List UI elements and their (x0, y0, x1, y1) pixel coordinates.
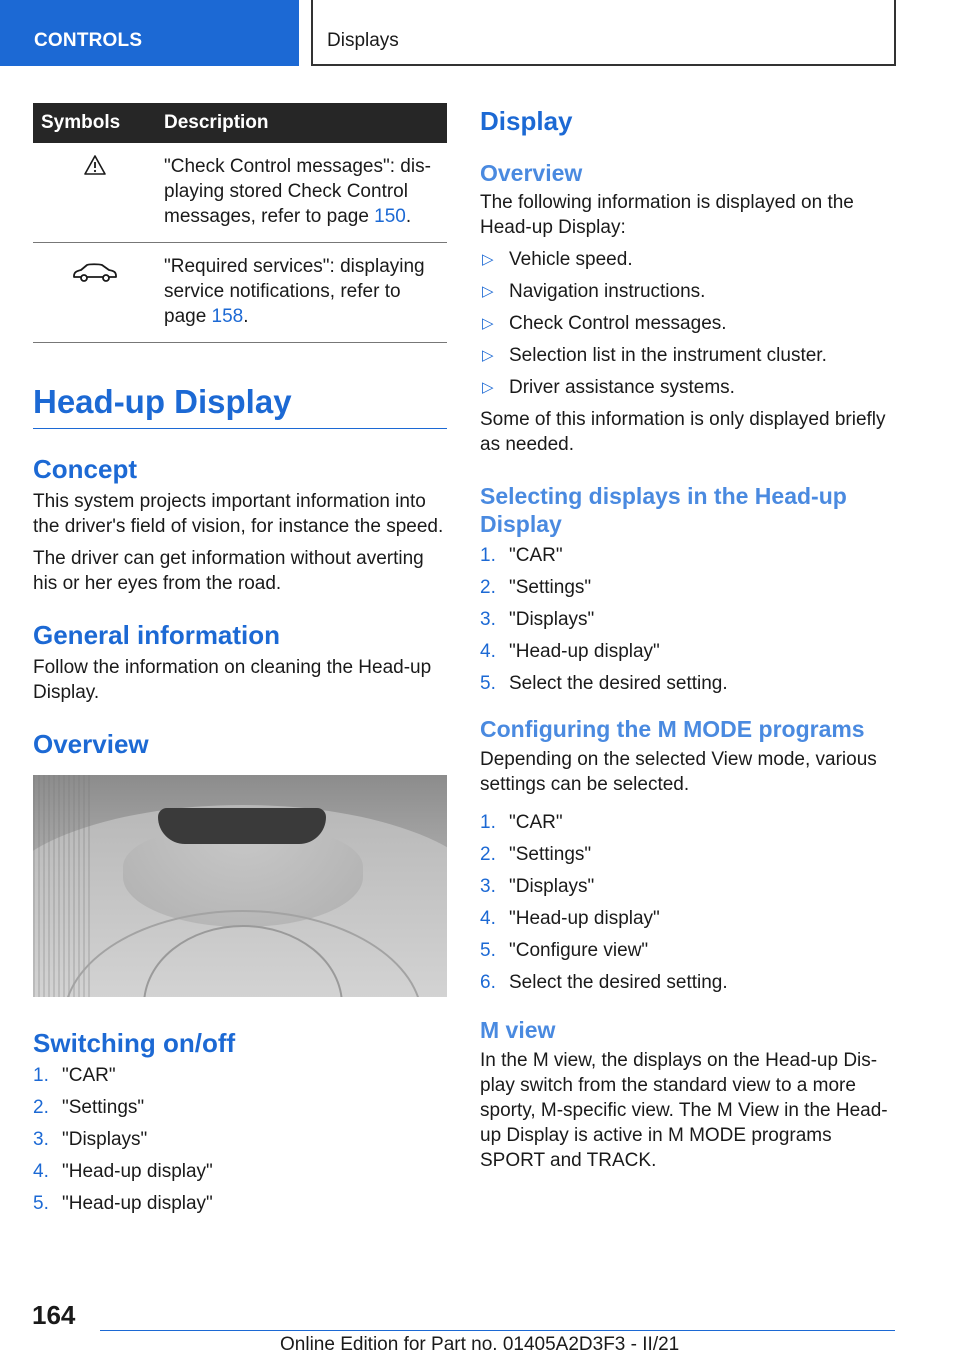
symbol-cell (33, 143, 156, 243)
list-item: ▷ Vehicle speed. (482, 249, 633, 270)
head-up-display-photo (33, 775, 447, 997)
list-item: 5. "Configure view" (480, 940, 649, 961)
triangle-bullet-icon: ▷ (482, 283, 494, 300)
display-overview-note: Some of this information is only displayed briefly as needed. (480, 409, 886, 455)
description-end: . (405, 206, 412, 227)
chapter-title: Head-up Display (33, 382, 447, 429)
table-header-description: Description (156, 103, 447, 143)
configuring-heading: Configuring the M MODE programs (480, 716, 865, 742)
display-overview-heading: Overview (480, 160, 583, 186)
description-end: . (243, 306, 249, 327)
display-heading: Display (480, 106, 573, 136)
table-header-symbols: Symbols (33, 103, 156, 143)
switching-steps (33, 1063, 447, 1216)
concept-heading: Concept (33, 454, 137, 484)
list-item: 1. "CAR" (480, 812, 563, 833)
triangle-bullet-icon: ▷ (482, 347, 494, 364)
selecting-heading: Selecting displays in the Head-up Display (480, 483, 847, 537)
table-row (33, 143, 447, 243)
footer-divider (100, 1330, 895, 1331)
car-icon (71, 260, 119, 284)
m-view-heading: M view (480, 1017, 556, 1043)
list-item: 6. Select the desired setting. (480, 972, 728, 993)
configuring-steps (480, 810, 895, 995)
photo-speaker-grille (33, 775, 93, 997)
list-item: 2. "Settings" (480, 577, 592, 598)
list-item: 5. "Head-up display" (33, 1193, 213, 1214)
edition-text: Online Edition for Part no. 01405A2D3F3 - II/21 (280, 1334, 680, 1355)
switching-heading: Switching on/off (33, 1028, 236, 1058)
page-header (0, 0, 960, 66)
description-cell (156, 243, 447, 343)
list-item: 3. "Displays" (480, 609, 595, 630)
list-item: 2. "Settings" (33, 1097, 145, 1118)
general-information-heading: General information (33, 620, 281, 650)
list-item: 4. "Head-up display" (480, 908, 660, 929)
description-cell (156, 143, 447, 243)
topic-tab: Displays (311, 0, 896, 66)
right-column (480, 103, 895, 1173)
page-number: 164 (32, 1300, 76, 1330)
triangle-bullet-icon: ▷ (482, 315, 494, 332)
table-header-row (33, 103, 447, 143)
overview-heading: Overview (33, 729, 149, 759)
page-link[interactable]: 150 (374, 206, 406, 227)
configuring-intro: Depending on the selected View mode, various settings can be selected. (480, 749, 877, 795)
triangle-bullet-icon: ▷ (482, 251, 494, 268)
general-information-paragraph: Follow the information on cleaning the Head-up Display. (33, 657, 432, 703)
list-item: 4. "Head-up display" (33, 1161, 213, 1182)
table-row (33, 243, 447, 343)
symbol-cell (33, 243, 156, 343)
section-tab: CONTROLS (0, 0, 299, 66)
list-item: 3. "Displays" (33, 1129, 148, 1150)
list-item: 1. "CAR" (480, 545, 563, 566)
symbols-table (33, 103, 447, 343)
list-item: 3. "Displays" (480, 876, 595, 897)
warning-triangle-icon (83, 154, 107, 176)
m-view-paragraph: In the M view, the displays on the Head-up Dis-play switch from the standard view to a more sporty, M-specific view. The M View in the Head-up Display is active in M MODE programs SPORT and TRACK. (480, 1050, 888, 1171)
selecting-steps (480, 543, 895, 696)
list-item: ▷ Check Control messages. (482, 313, 727, 334)
page-link[interactable]: 158 (211, 306, 244, 327)
concept-paragraph-2: The driver can get information without averting his or her eyes from the road. (33, 548, 424, 594)
list-item: ▷ Navigation instructions. (482, 281, 706, 302)
list-item: 2. "Settings" (480, 844, 592, 865)
list-item: 4. "Head-up display" (480, 641, 660, 662)
left-column (33, 103, 447, 1223)
display-items (480, 247, 895, 400)
concept-paragraph-1: This system projects important information into the driver's field of vision, for instance the speed. (33, 491, 444, 537)
photo-hud-projector (158, 808, 326, 844)
description-text: "Required services": displaying service notifications, refer to page (164, 256, 425, 327)
display-overview-intro: The following information is displayed on the Head-up Display: (480, 192, 854, 238)
list-item: 5. Select the desired setting. (480, 673, 728, 694)
list-item: ▷ Driver assistance systems. (482, 377, 735, 398)
list-item: 1. "CAR" (33, 1065, 116, 1086)
description-text: "Check Control messages": dis-playing stored Check Control messages, refer to page (164, 156, 431, 227)
triangle-bullet-icon: ▷ (482, 379, 494, 396)
list-item: ▷ Selection list in the instrument cluster. (482, 345, 827, 366)
